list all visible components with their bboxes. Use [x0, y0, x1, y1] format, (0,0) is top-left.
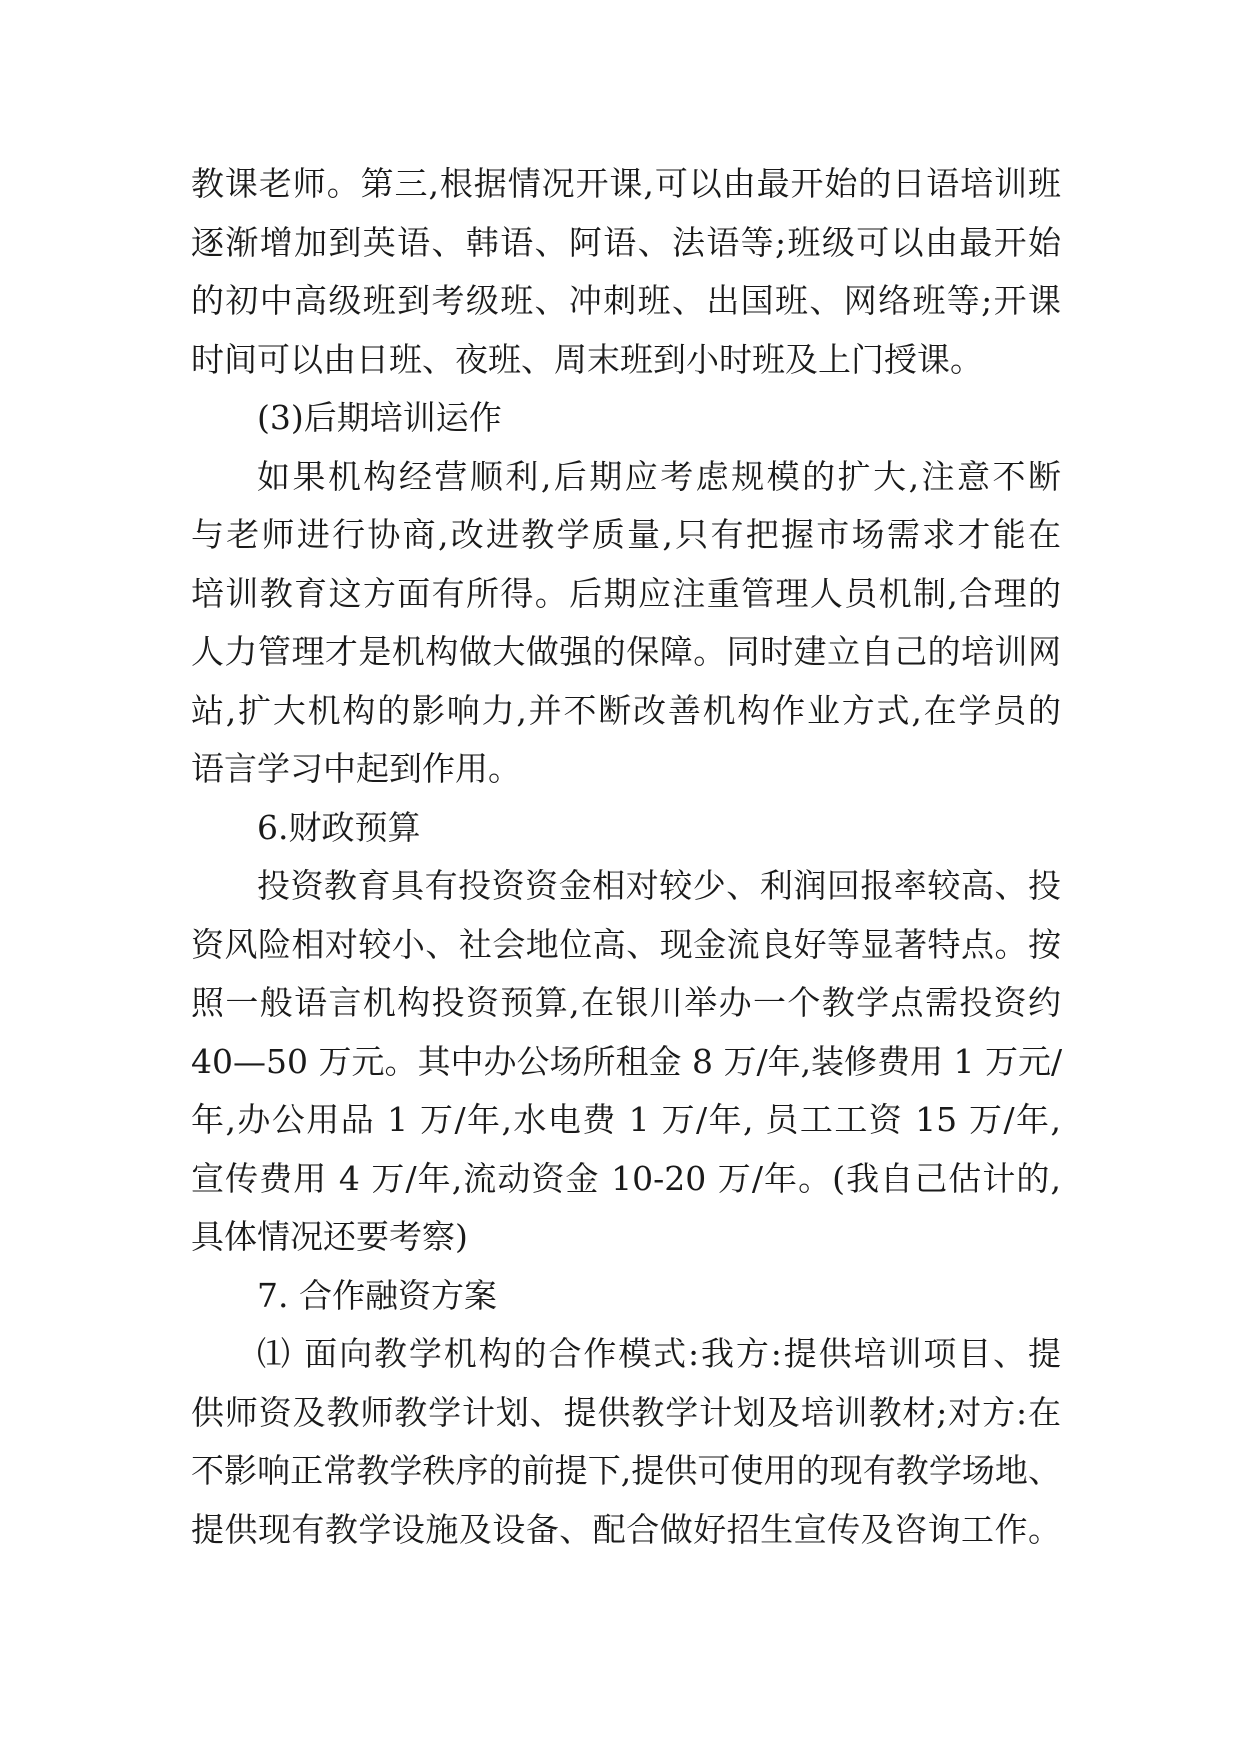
- text-line: ⑴ 面向教学机构的合作模式:我方:提供培训项目、提: [257, 1334, 1061, 1373]
- text-line: 照一般语言机构投资预算,在银川举办一个教学点需投资约: [191, 983, 1061, 1022]
- text-line: 培训教育这方面有所得。后期应注重管理人员机制,合理的: [191, 573, 1061, 613]
- text-line: 与老师进行协商,改进教学质量,只有把握市场需求才能在: [191, 515, 1061, 554]
- text-line: 不影响正常教学秩序的前提下,提供可使用的现有教学场地、: [191, 1451, 1061, 1490]
- text-line: 供师资及教师教学计划、提供教学计划及培训教材;对方:在: [191, 1392, 1061, 1432]
- text-line: 具体情况还要考察): [191, 1217, 468, 1256]
- text-line: 教课老师。第三,根据情况开课,可以由最开始的日语培训班: [191, 164, 1061, 203]
- text-line: 提供现有教学设施及设备、配合做好招生宣传及咨询工作。: [191, 1509, 1061, 1549]
- text-line: 逐渐增加到英语、韩语、阿语、法语等;班级可以由最开始: [191, 222, 1061, 262]
- text-line: 7. 合作融资方案: [257, 1275, 497, 1315]
- text-line: 40—50 万元。其中办公场所租金 8 万/年,装修费用 1 万元/: [191, 1041, 1063, 1081]
- text-line: 站,扩大机构的影响力,并不断改善机构作业方式,在学员的: [191, 690, 1061, 730]
- text-line: 如果机构经营顺利,后期应考虑规模的扩大,注意不断: [257, 456, 1061, 496]
- document-page: [191, 155, 1061, 1559]
- text-line: 语言学习中起到作用。: [191, 749, 521, 788]
- text-line: 资风险相对较小、社会地位高、现金流良好等显著特点。按: [191, 924, 1061, 964]
- text-line: 投资教育具有投资资金相对较少、利润回报率较高、投: [257, 866, 1061, 905]
- text-line: 6.财政预算: [257, 807, 421, 847]
- text-line: 人力管理才是机构做大做强的保障。同时建立自己的培训网: [191, 632, 1061, 671]
- text-line: 的初中高级班到考级班、冲刺班、出国班、网络班等;开课: [191, 281, 1061, 320]
- text-line: 时间可以由日班、夜班、周末班到小时班及上门授课。: [191, 339, 983, 379]
- text-line: 年,办公用品 1 万/年,水电费 1 万/年, 员工工资 15 万/年,: [191, 1100, 1061, 1139]
- text-line: (3)后期培训运作: [257, 398, 502, 437]
- text-line: 宣传费用 4 万/年,流动资金 10-20 万/年。(我自己估计的,: [191, 1158, 1061, 1198]
